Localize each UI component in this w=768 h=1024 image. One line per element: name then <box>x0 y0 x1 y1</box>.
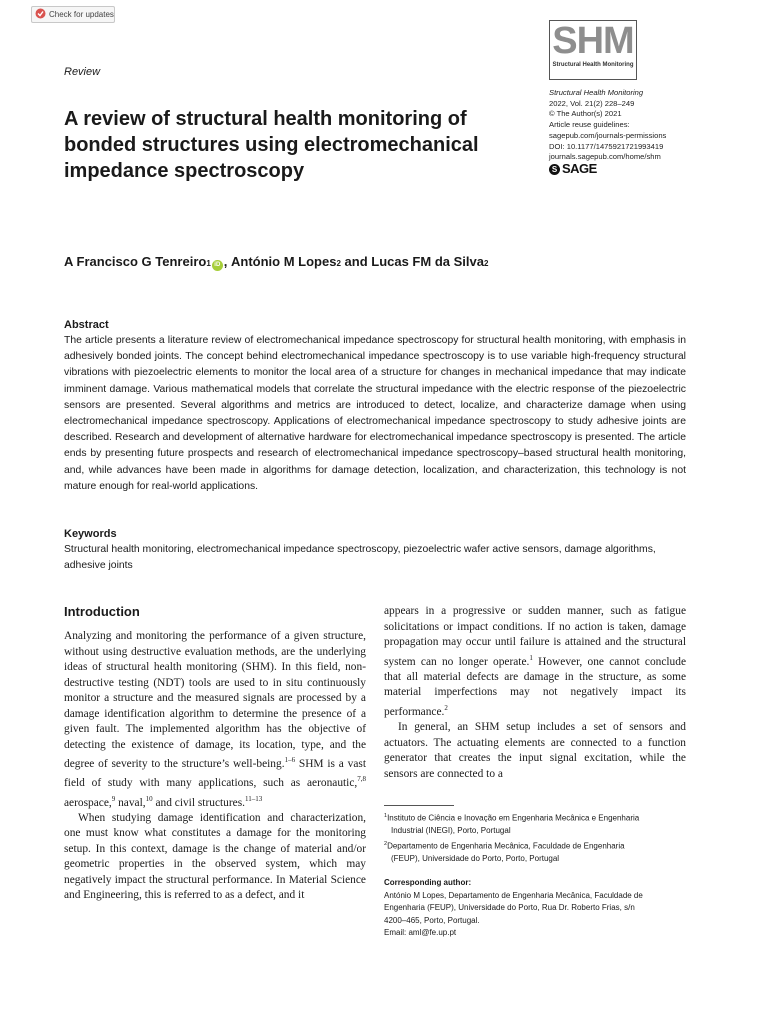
citation-ref[interactable]: 9 <box>111 794 116 803</box>
paragraph-text: Analyzing and monitoring the performance of a given structure, without using destructive evaluation methods, are the underlying ideas of structural health monitoring (SHM). In this field, non-destructive testing (NDT) tools are used to in situ continuously monitor a structure and the measured signals are processed by a damage identification algorithm to determine the presence of a given fault. The implemented algorithm has the objective of detecting the existence of damage, its location, type, and the degree of severity to the structure’s well-being. <box>64 630 366 770</box>
section-heading: Introduction <box>64 604 140 619</box>
author-name[interactable]: Lucas FM da Silva <box>371 254 484 269</box>
footnote-divider <box>384 805 454 806</box>
citation-ref[interactable]: 11–13 <box>245 794 263 803</box>
abstract-text: The article presents a literature review of electromechanical impedance spectroscopy for structural health monitoring, with emphasis in adhesively bonded joints. The concept behind electromechanical impedance spectroscopy is to use variable high-frequency structural vibrations with piezoelectric elements to monitor the local area of a structure for changes in mechanical impedance that may indicate imminent damage. Various mathematical models that correlate the structural impedance with the electric response of the piezoelectric sensors are presented. Several algorithms and metrics are introduced to detect, localize, and characterize damage when using electromechanical impedance spectroscopy. Applications of electromechanical impedance spectroscopy to study adhesive joints are described. Research and development of alternative hardware for electromechanical impedance spectroscopy is presented. The article ends by presenting future prospects and research of electromechanical impedance spectroscopy–based structural health monitoring, and, while advances have been made in algorithms for damage detection, localization, and characterization, this technology is not mature enough for real-world applications. <box>64 335 686 492</box>
update-badge-icon <box>35 6 46 24</box>
paragraph <box>64 629 366 811</box>
citation-ref[interactable]: 7,8 <box>357 775 366 784</box>
journal-logo <box>549 20 637 80</box>
journal-volume: 2022, Vol. 21(2) 228–249 <box>549 98 635 108</box>
affiliation-2 <box>384 838 686 853</box>
journal-info <box>549 88 666 175</box>
citation-ref[interactable]: 1–6 <box>284 756 296 764</box>
check-for-updates-button[interactable] <box>31 6 115 23</box>
article-title: A review of structural health monitoring of bonded structures using electromechanical impedance spectroscopy <box>64 108 479 182</box>
paragraph-text: aerospace, <box>64 796 112 809</box>
paragraph-text: and civil structures. <box>152 796 245 809</box>
author-separator: , <box>223 254 232 269</box>
keywords-text: Structural health monitoring, electromechanical impedance spectroscopy, piezoelectric wafer active sensors, damage algorithms, adhesive joints <box>64 544 656 572</box>
author-affiliation-sup: 1 <box>206 259 211 268</box>
right-column <box>384 604 686 782</box>
journal-logo-acronym: SHM <box>552 20 634 62</box>
sage-mark-icon: S <box>549 164 560 175</box>
affiliation-1 <box>384 810 686 825</box>
affiliation-sup: 1 <box>384 813 388 819</box>
left-column <box>64 629 366 904</box>
paragraph-text: SHM is a vast field of study with many applications, such as aeronautic, <box>64 757 367 790</box>
footnotes <box>384 810 686 940</box>
citation-ref[interactable]: 1 <box>529 653 533 662</box>
affiliation-text: Industrial (INEGI), Porto, Portugal <box>391 826 511 836</box>
journal-logo-name: Structural Health Monitoring <box>552 62 634 68</box>
author-affiliation-sup: 2 <box>483 259 489 268</box>
orcid-icon[interactable]: iD <box>212 260 223 271</box>
paragraph-text: However, one cannot conclude that all material defects are damage in the structure, as some material imperfections may not negatively impact its performance. <box>384 655 686 718</box>
citation-ref[interactable]: 10 <box>145 794 153 803</box>
paragraph: When studying damage identification and characterization, one must know what constitutes a damage for the monitoring setup. In this context, damage is the change of material and/or geometric properties in the observed system, which may negatively impact the structural performance. In Material Science and Engineering, this is referred to as a defect, and it <box>64 811 366 902</box>
author-name[interactable]: António M Lopes <box>231 254 337 269</box>
paragraph-text: appears in a progressive or sudden manner, such as fatigue solicitations or impact conditions. If no action is taken, damage propagation may occur until failure is attained and the structural system can no longer operate. <box>384 605 686 668</box>
affiliation-text: (FEUP), Universidade do Porto, Porto, Portugal <box>391 853 560 863</box>
copyright-line: © The Author(s) 2021 <box>549 109 622 119</box>
affiliation-text: Departamento de Engenharia Mecânica, Faculdade de Engenharia <box>387 841 625 851</box>
corresponding-author-email[interactable]: Email: aml@fe.up.pt <box>384 928 457 938</box>
paragraph-text: naval, <box>115 796 146 809</box>
author-separator: and <box>340 254 372 269</box>
citation-ref[interactable]: 2 <box>444 703 448 712</box>
reuse-link[interactable]: sagepub.com/journals-permissions <box>549 130 667 140</box>
author-affiliation-sup: 2 <box>336 259 341 268</box>
journal-home-link[interactable]: journals.sagepub.com/home/shm <box>549 152 661 162</box>
corresponding-author-heading: Corresponding author: <box>384 878 472 888</box>
doi-link[interactable]: DOI: 10.1177/1475921721993419 <box>549 141 664 151</box>
corresponding-author-text: António M Lopes, Departamento de Engenharia Mecânica, Faculdade de <box>384 890 643 900</box>
author-name[interactable]: A Francisco G Tenreiro <box>64 254 207 269</box>
abstract-heading: Abstract <box>64 319 109 331</box>
reuse-label: Article reuse guidelines: <box>549 120 630 130</box>
affiliation-text: Instituto de Ciência e Inovação em Engenharia Mecânica e Engenharia <box>387 813 640 823</box>
paragraph <box>384 604 686 720</box>
publisher-name: SAGE <box>562 161 597 177</box>
check-updates-label: Check for updates <box>49 10 114 19</box>
author-list <box>64 254 488 271</box>
paragraph: In general, an SHM setup includes a set of sensors and actuators. The actuating elements are connected to a function generator that creates the input signal excitation, while the sensors are connected to a <box>384 721 686 780</box>
sage-logo <box>549 161 666 177</box>
corresponding-author-text: 4200–465, Porto, Portugal. <box>384 915 480 925</box>
keywords-heading: Keywords <box>64 528 117 540</box>
article-type: Review <box>64 66 101 78</box>
journal-name: Structural Health Monitoring <box>549 88 644 97</box>
affiliation-sup: 2 <box>384 840 388 847</box>
corresponding-author-text: Engenharia (FEUP), Universidade do Porto, Rua Dr. Roberto Frias, s/n <box>384 903 635 913</box>
